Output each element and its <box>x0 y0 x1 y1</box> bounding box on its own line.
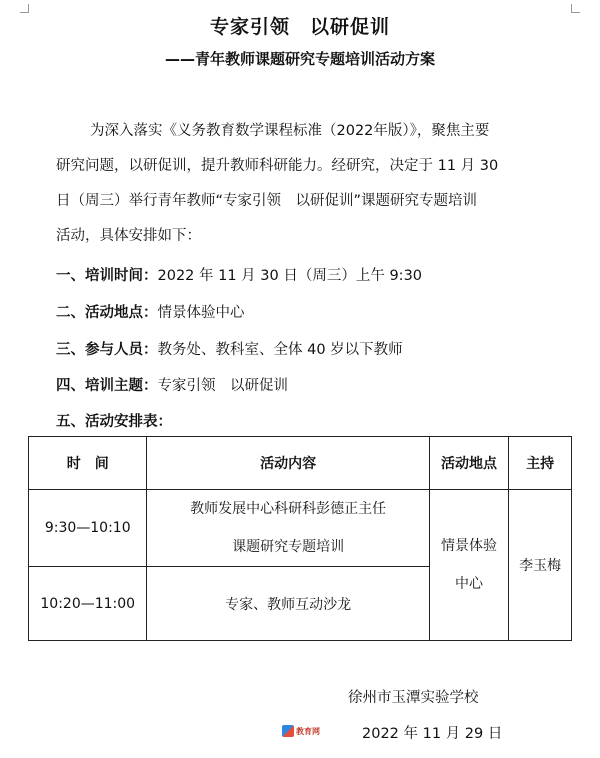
header-host: 主持 <box>509 437 572 490</box>
table-header-row <box>29 437 572 490</box>
intro-line: 为深入落实《义务教育数学课程标准（2022年版）》，聚焦主要 <box>90 123 490 139</box>
cell-content-line: 课题研究专题培训 <box>232 539 345 555</box>
item-label: 四、培训主题： <box>56 378 158 394</box>
item-label: 三、参与人员： <box>56 342 158 358</box>
cell-content-line: 教师发展中心科研科彭德正主任 <box>190 501 387 517</box>
cell-location <box>429 490 509 641</box>
cell-content <box>147 490 429 567</box>
intro-line: 日（周三）举行青年教师“专家引领 以研促训”课题研究专题培训 <box>56 193 478 209</box>
item-value: 专家引领 以研促训 <box>157 378 288 394</box>
item-location <box>56 301 245 322</box>
item-label: 二、活动地点： <box>56 305 158 321</box>
item-label: 五、活动安排表： <box>56 414 172 430</box>
schedule-table <box>28 436 572 641</box>
watermark-logo <box>282 724 320 738</box>
document-subtitle: ——青年教师课题研究专题培训活动方案 <box>164 50 435 68</box>
cell-content: 专家、教师互动沙龙 <box>147 567 429 641</box>
item-label: 一、培训时间： <box>56 268 158 284</box>
cell-time: 10:20—11:00 <box>29 567 147 641</box>
item-value: 2022 年 11 月 30 日（周三）上午 9:30 <box>157 268 423 284</box>
cell-time: 9:30—10:10 <box>29 490 147 567</box>
intro-line: 研究问题，以研促训，提升教师科研能力。经研究，决定于 11 月 30 <box>56 158 499 174</box>
item-schedule-heading <box>56 410 172 431</box>
header-content: 活动内容 <box>147 437 429 490</box>
item-value: 情景体验中心 <box>157 305 245 321</box>
table-row <box>29 490 572 567</box>
school-name: 徐州市玉潭实验学校 <box>348 690 479 706</box>
cell-host: 李玉梅 <box>509 490 572 641</box>
intro-paragraph <box>56 114 556 254</box>
logo-icon <box>282 725 294 737</box>
logo-text: 教育网 <box>296 726 320 736</box>
intro-line: 活动，具体安排如下： <box>56 228 201 244</box>
item-theme <box>56 374 288 395</box>
item-training-time <box>56 264 422 285</box>
cell-location-line: 中心 <box>455 576 484 592</box>
header-location: 活动地点 <box>429 437 509 490</box>
item-participants <box>56 338 403 359</box>
cell-location-line: 情景体验 <box>441 538 498 554</box>
header-time: 时 间 <box>29 437 147 490</box>
item-value: 教务处、教科室、全体 40 岁以下教师 <box>157 342 403 358</box>
document-date: 2022 年 11 月 29 日 <box>362 726 503 742</box>
document-title: 专家引领 以研促训 <box>209 16 390 38</box>
